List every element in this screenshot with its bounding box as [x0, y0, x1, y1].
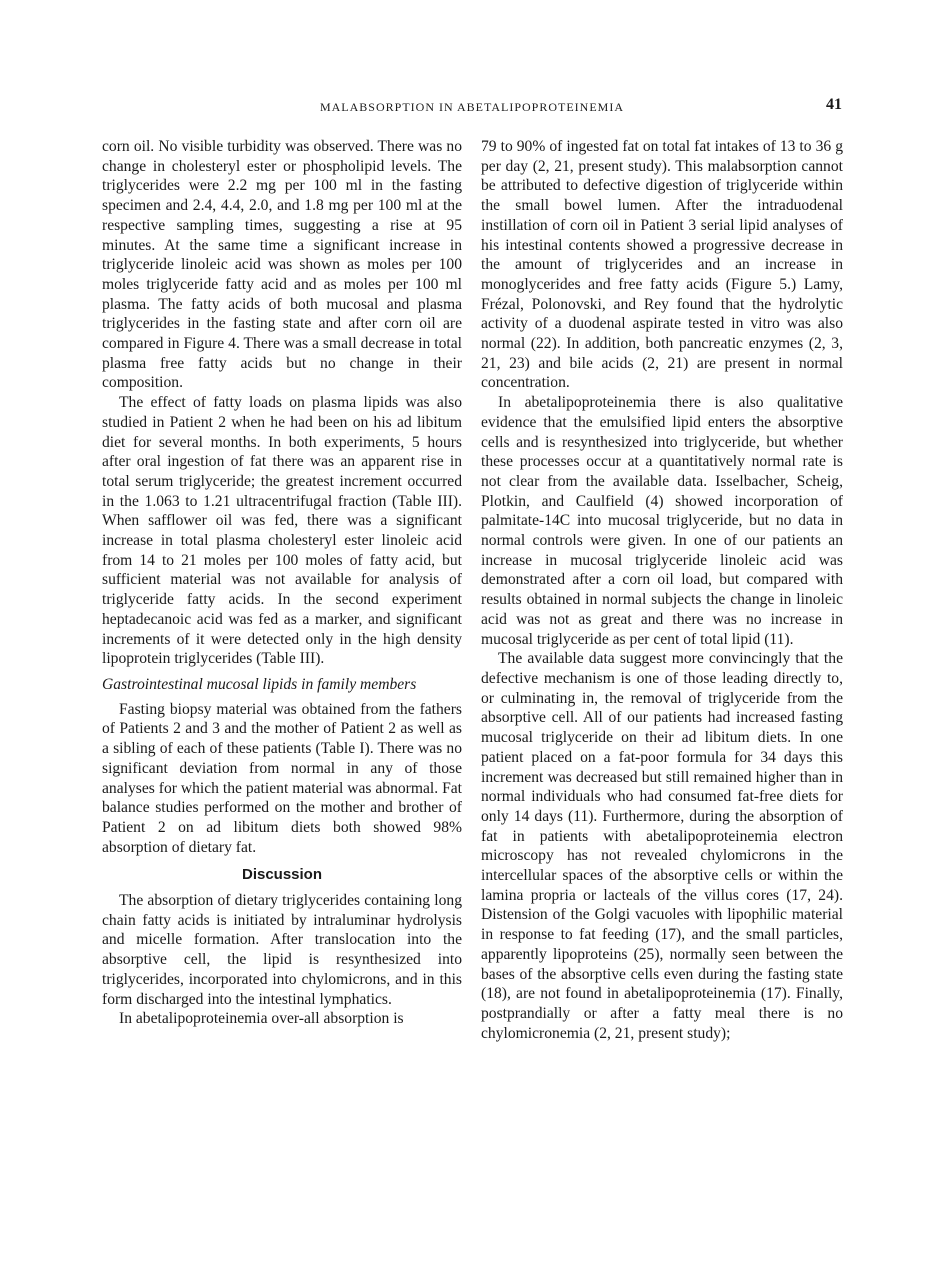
paragraph: The effect of fatty loads on plasma lipids was also studied in Patient 2 when he had been on his ad libitum diet for several months. In both experiments, 5 hours after oral ingestion of fat there was an apparent rise in total serum triglyceride; the greatest increment occurred in the 1.063 to 1.21 ultracentrifugal fraction (Table III). When safflower oil was fed, there was a significant increase in total plasma cholesteryl ester linoleic acid from 14 to 21 moles per 100 moles of fatty acid, but sufficient material was not available for analysis of triglyceride fatty acids. In the second experiment heptadecanoic acid was fed as a marker, and significant increments of it were detected only in the high density lipoprotein triglycerides (Table III).	[102, 394, 462, 668]
paragraph: corn oil. No visible turbidity was observed. There was no change in cholesteryl ester or phospholipid levels. The triglycerides were 2.2 mg per 100 ml in the fasting specimen and 2.4, 4.4, 2.0, and 1.8 mg per 100 ml at the respective sampling times, suggesting a rise at 95 minutes. At the same time a significant increase in triglyceride linoleic acid was shown as moles per 100 moles triglyceride fatty acid and as moles per 100 ml plasma. The fatty acids of both mucosal and plasma triglycerides in the fasting state and after corn oil are compared in Figure 4. There was a small decrease in total plasma free fatty acids but no change in their composition.	[102, 138, 462, 392]
paragraph: Fasting biopsy material was obtained from the fathers of Patients 2 and 3 and the mother of Patient 2 as well as a sibling of each of these patients (Table I). There was no significant deviation from normal in any of those analyses for which the patient material was abnormal. Fat balance studies performed on the mother and brother of Patient 2 on ad libitum diets both showed 98% absorption of dietary fat.	[102, 700, 462, 856]
running-title: MALABSORPTION IN ABETALIPOPROTEINEMIA	[319, 100, 625, 114]
paragraph: The absorption of dietary triglycerides containing long chain fatty acids is initiated by intraluminar hydrolysis and micelle formation. After translocation into the absorptive cell, the lipid is resynthesized into triglycerides, incorporated into chylomicrons, and in this form discharged into the intestinal lymphatics.	[102, 892, 462, 1008]
page-header	[102, 96, 842, 122]
paragraph: The available data suggest more convincingly that the defective mechanism is one of those leading directly to, or culminating in, the removal of triglyceride from the absorptive cell. All of our patients had increased fasting mucosal triglyceride on their ad libitum diets. In one patient placed on a fat-poor formula for 34 days this increment was decreased but still remained higher than in normal individuals who had consumed fat-free diets for only 14 days (11). Furthermore, during the absorption of fat in patients with abetalipoproteinemia electron microscopy has not revealed chylomicrons in the intercellular spaces of the absorptive cells or within the lamina propria or lacteals of the villus cores (17, 24). Distension of the Golgi vacuoles with lipophilic material in response to fat feeding (17), and the small particles, apparently lipoproteins (25), normally seen between the bases of the absorptive cells even during the fasting state (18), are not found in abetalipoproteinemia (17). Finally, postprandially or after a fatty meal there is no chylomicronemia (2, 21, present study);	[481, 650, 843, 1042]
paragraph: 79 to 90% of ingested fat on total fat intakes of 13 to 36 g per day (2, 21, present study). This malabsorption cannot be attributed to defective digestion of triglyceride within the small bowel lumen. After the intraduodenal instillation of corn oil in Patient 3 serial lipid analyses of his intestinal contents showed a progressive decrease in the amount of triglycerides and an increase in monoglycerides and free fatty acids (Figure 5.) Lamy, Frézal, Polonovski, and Rey found that the hydrolytic activity of a duodenal aspirate tested in vitro was also normal (22). In addition, both pancreatic enzymes (2, 3, 21, 23) and bile acids (2, 21) are present in normal concentration.	[481, 138, 843, 392]
section-heading: Discussion	[241, 866, 323, 884]
right-column	[481, 137, 843, 1043]
paragraph: In abetalipoproteinemia there is also qualitative evidence that the emulsified lipid enters the absorptive cells and is resynthesized into triglyceride, but whether these processes occur at a quantitatively normal rate is not clear from the available data. Isselbacher, Scheig, Plotkin, and Caulfield (4) showed incorporation of palmitate-14C into mucosal triglyceride, but no data in normal controls were given. In one of our patients an increase in mucosal triglyceride linoleic acid was demonstrated after a corn oil load, but compared with results obtained in normal subjects the change in linoleic acid was not as great and there was no increase in mucosal triglyceride as per cent of total lipid (11).	[481, 394, 843, 648]
left-column	[102, 137, 462, 1029]
subsection-heading: Gastrointestinal mucosal lipids in family members	[102, 675, 417, 693]
paragraph: In abetalipoproteinemia over-all absorption is	[119, 1010, 404, 1028]
page-number: 41	[826, 96, 842, 113]
